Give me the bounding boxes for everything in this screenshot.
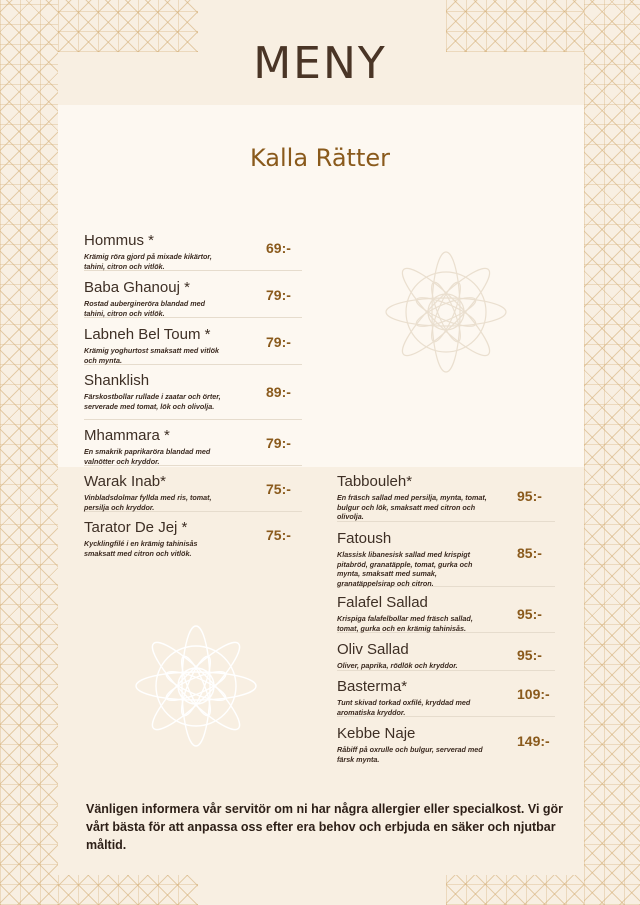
menu-item-basterma (337, 678, 555, 717)
menu-item-tarator-de-jej (84, 519, 302, 557)
item-description: En fräsch sallad med persilja, mynta, tomat, bulgur och lök, smaksatt med citron och olivolja. (337, 493, 487, 521)
mandala-decoration-left (122, 612, 270, 760)
item-name: Shanklish (84, 372, 150, 389)
item-price: 109:- (517, 686, 550, 702)
item-description: En smakrik paprikaröra blandad med valnötter och kryddor. (84, 447, 211, 466)
item-price: 79:- (266, 435, 291, 451)
item-description: Vinbladsdolmar fyllda med ris, tomat, persilja och kryddor. (84, 493, 212, 512)
item-price: 95:- (517, 606, 542, 622)
item-name: Warak Inab* (84, 473, 166, 490)
menu-item-labneh-bel-toum (84, 326, 302, 365)
menu-item-falafel-sallad (337, 594, 555, 633)
mandala-decoration-right (372, 238, 520, 386)
menu-item-mhammara (84, 427, 302, 466)
item-name: Basterma* (337, 678, 408, 695)
item-price: 85:- (517, 545, 542, 561)
menu-item-kebbe-naje (337, 725, 555, 763)
section-title: Kalla Rätter (249, 144, 390, 172)
item-name: Baba Ghanouj * (84, 279, 190, 296)
item-price: 75:- (266, 481, 291, 497)
item-description: Rostad auberginеröra blandad med tahini, citron och vitlök. (84, 299, 206, 318)
item-price: 95:- (517, 647, 542, 663)
item-description: Oliver, paprika, rödlök och kryddor. (337, 661, 458, 670)
menu-item-warak-inab (84, 473, 302, 512)
item-price: 79:- (266, 334, 291, 350)
item-price: 69:- (266, 240, 291, 256)
menu-item-tabbouleh (337, 473, 555, 522)
item-price: 89:- (266, 384, 291, 400)
item-price: 95:- (517, 488, 542, 504)
item-description: Krämig yoghurtost smaksatt med vitlök och mynta. (84, 346, 219, 365)
menu-item-fatoush (337, 530, 555, 587)
item-name: Oliv Sallad (337, 641, 409, 658)
item-description: Kycklingfilé i en krämig tahinisås smaksatt med citron och vitlök. (84, 539, 198, 558)
item-name: Falafel Sallad (337, 594, 428, 611)
item-description: Färskostbollar rullade i zaatar och örter, serverade med tomat, lök och olivolja. (84, 392, 221, 411)
item-name: Fatoush (337, 530, 392, 547)
bottom-left-pattern (58, 875, 198, 905)
item-price: 79:- (266, 287, 291, 303)
item-name: Tarator De Jej * (84, 519, 188, 536)
item-name: Kebbe Naje (337, 725, 416, 742)
item-name: Labneh Bel Toum * (84, 326, 211, 343)
item-description: Tunt skivad torkad oxfilé, kryddad med aromatiska kryddor. (337, 698, 471, 717)
menu-item-hommus (84, 232, 302, 271)
item-name: Mhammara * (84, 427, 170, 444)
item-name: Hommus * (84, 232, 155, 249)
bottom-right-pattern (446, 875, 584, 905)
item-description: Klassisk libanesisk sallad med krispigt pitabröd, granatäpple, tomat, gurka och mynta, smaksatt med sumak, granatäppelsirap och citron. (337, 550, 473, 588)
item-description: Krispiga falafelbollar med fräsch sallad, tomat, gurka och en krämig tahinisås. (337, 614, 473, 633)
left-pattern-border (0, 0, 58, 905)
item-description: Råbiff på oxrulle och bulgur, serverad med färsk mynta. (337, 745, 483, 764)
menu-item-oliv-sallad (337, 641, 555, 671)
item-price: 149:- (517, 733, 550, 749)
item-name: Tabbouleh* (337, 473, 413, 490)
menu-item-baba-ghanouj (84, 279, 302, 318)
menu-title: MENY (253, 38, 387, 89)
menu-item-shanklish (84, 372, 302, 420)
item-description: Krämig röra gjord på mixade kikärtor, tahini, citron och vitlök. (84, 252, 212, 271)
item-price: 75:- (266, 527, 291, 543)
right-pattern-border (584, 0, 640, 905)
allergy-notice: Vänligen informera vår servitör om ni har några allergier eller specialkost. Vi gör vårt bästa för att anpassa oss efter era behov och erbjuda en säker och njutbar måltid. (86, 802, 564, 852)
